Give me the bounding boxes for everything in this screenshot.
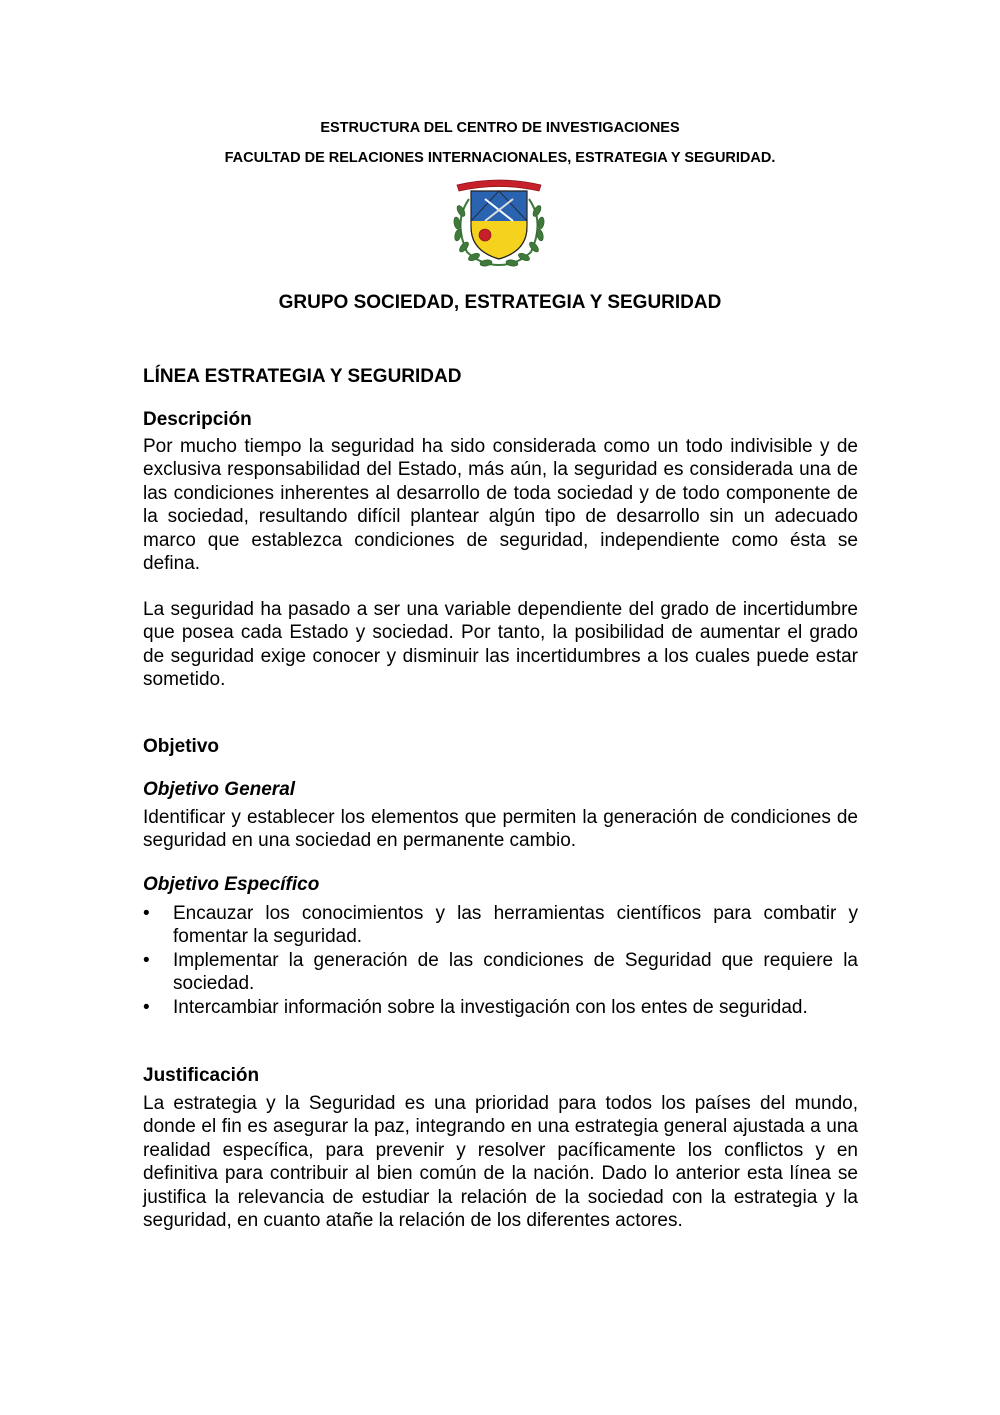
header-faculty: FACULTAD DE RELACIONES INTERNACIONALES, ESTRATEGIA Y SEGURIDAD. bbox=[224, 150, 776, 166]
list-item-text: Encauzar los conocimientos y las herramientas científicos para combatir y fomentar la seguridad. bbox=[173, 903, 858, 948]
justificacion-heading: Justificación bbox=[143, 1065, 260, 1086]
objetivo-especifico-list bbox=[143, 902, 858, 1019]
descripcion-paragraph-2: La seguridad ha pasado a ser una variable dependiente del grado de incertidumbre que posea cada Estado y sociedad. Por tanto, la posibilidad de aumentar el grado de seguridad exige conocer y disminuir las incertidumbres a los cuales puede estar sometido. bbox=[143, 599, 858, 691]
bullet-icon: • bbox=[143, 949, 150, 971]
justificacion-text: La estrategia y la Seguridad es una prioridad para todos los países del mundo, donde el fin es asegurar la paz, integrando en una estrategia general ajustada a una realidad específica, para prevenir y resolver pacíficamente los conflictos y en definitiva para contribuir al bien común de la nación. Dado lo anterior esta línea se justifica la relevancia de estudiar la relación de la sociedad con la estrategia y la seguridad, en cuanto atañe la relación de los diferentes actores. bbox=[143, 1093, 858, 1232]
coat-of-arms-icon bbox=[447, 177, 551, 269]
list-item bbox=[143, 949, 858, 996]
header-institution: ESTRUCTURA DEL CENTRO DE INVESTIGACIONES bbox=[320, 120, 680, 136]
group-title: GRUPO SOCIEDAD, ESTRATEGIA Y SEGURIDAD bbox=[278, 292, 722, 313]
list-item bbox=[143, 902, 858, 949]
bullet-icon: • bbox=[143, 996, 150, 1018]
list-item-text: Intercambiar información sobre la investigación con los entes de seguridad. bbox=[173, 996, 808, 1018]
objetivo-heading: Objetivo bbox=[143, 736, 220, 757]
objetivo-general-heading: Objetivo General bbox=[143, 779, 296, 800]
descripcion-paragraph-1: Por mucho tiempo la seguridad ha sido considerada como un todo indivisible y de exclusiva responsabilidad del Estado, más aún, la seguridad es considerada una de las condiciones inherentes al desarrollo de toda sociedad y de todo componente de la sociedad, resultando difícil plantear algún tipo de desarrollo sin un adecuado marco que establezca condiciones de seguridad, independiente como ésta se defina. bbox=[143, 436, 858, 575]
line-title: LÍNEA ESTRATEGIA Y SEGURIDAD bbox=[143, 366, 462, 387]
objetivo-especifico-heading: Objetivo Específico bbox=[143, 874, 320, 895]
list-item bbox=[143, 996, 858, 1019]
list-item-text: Implementar la generación de las condiciones de Seguridad que requiere la sociedad. bbox=[173, 949, 858, 995]
objetivo-general-text: Identificar y establecer los elementos que permiten la generación de condiciones de seguridad en una sociedad en permanente cambio. bbox=[143, 807, 858, 852]
descripcion-heading: Descripción bbox=[143, 409, 252, 430]
bullet-icon: • bbox=[143, 903, 150, 924]
